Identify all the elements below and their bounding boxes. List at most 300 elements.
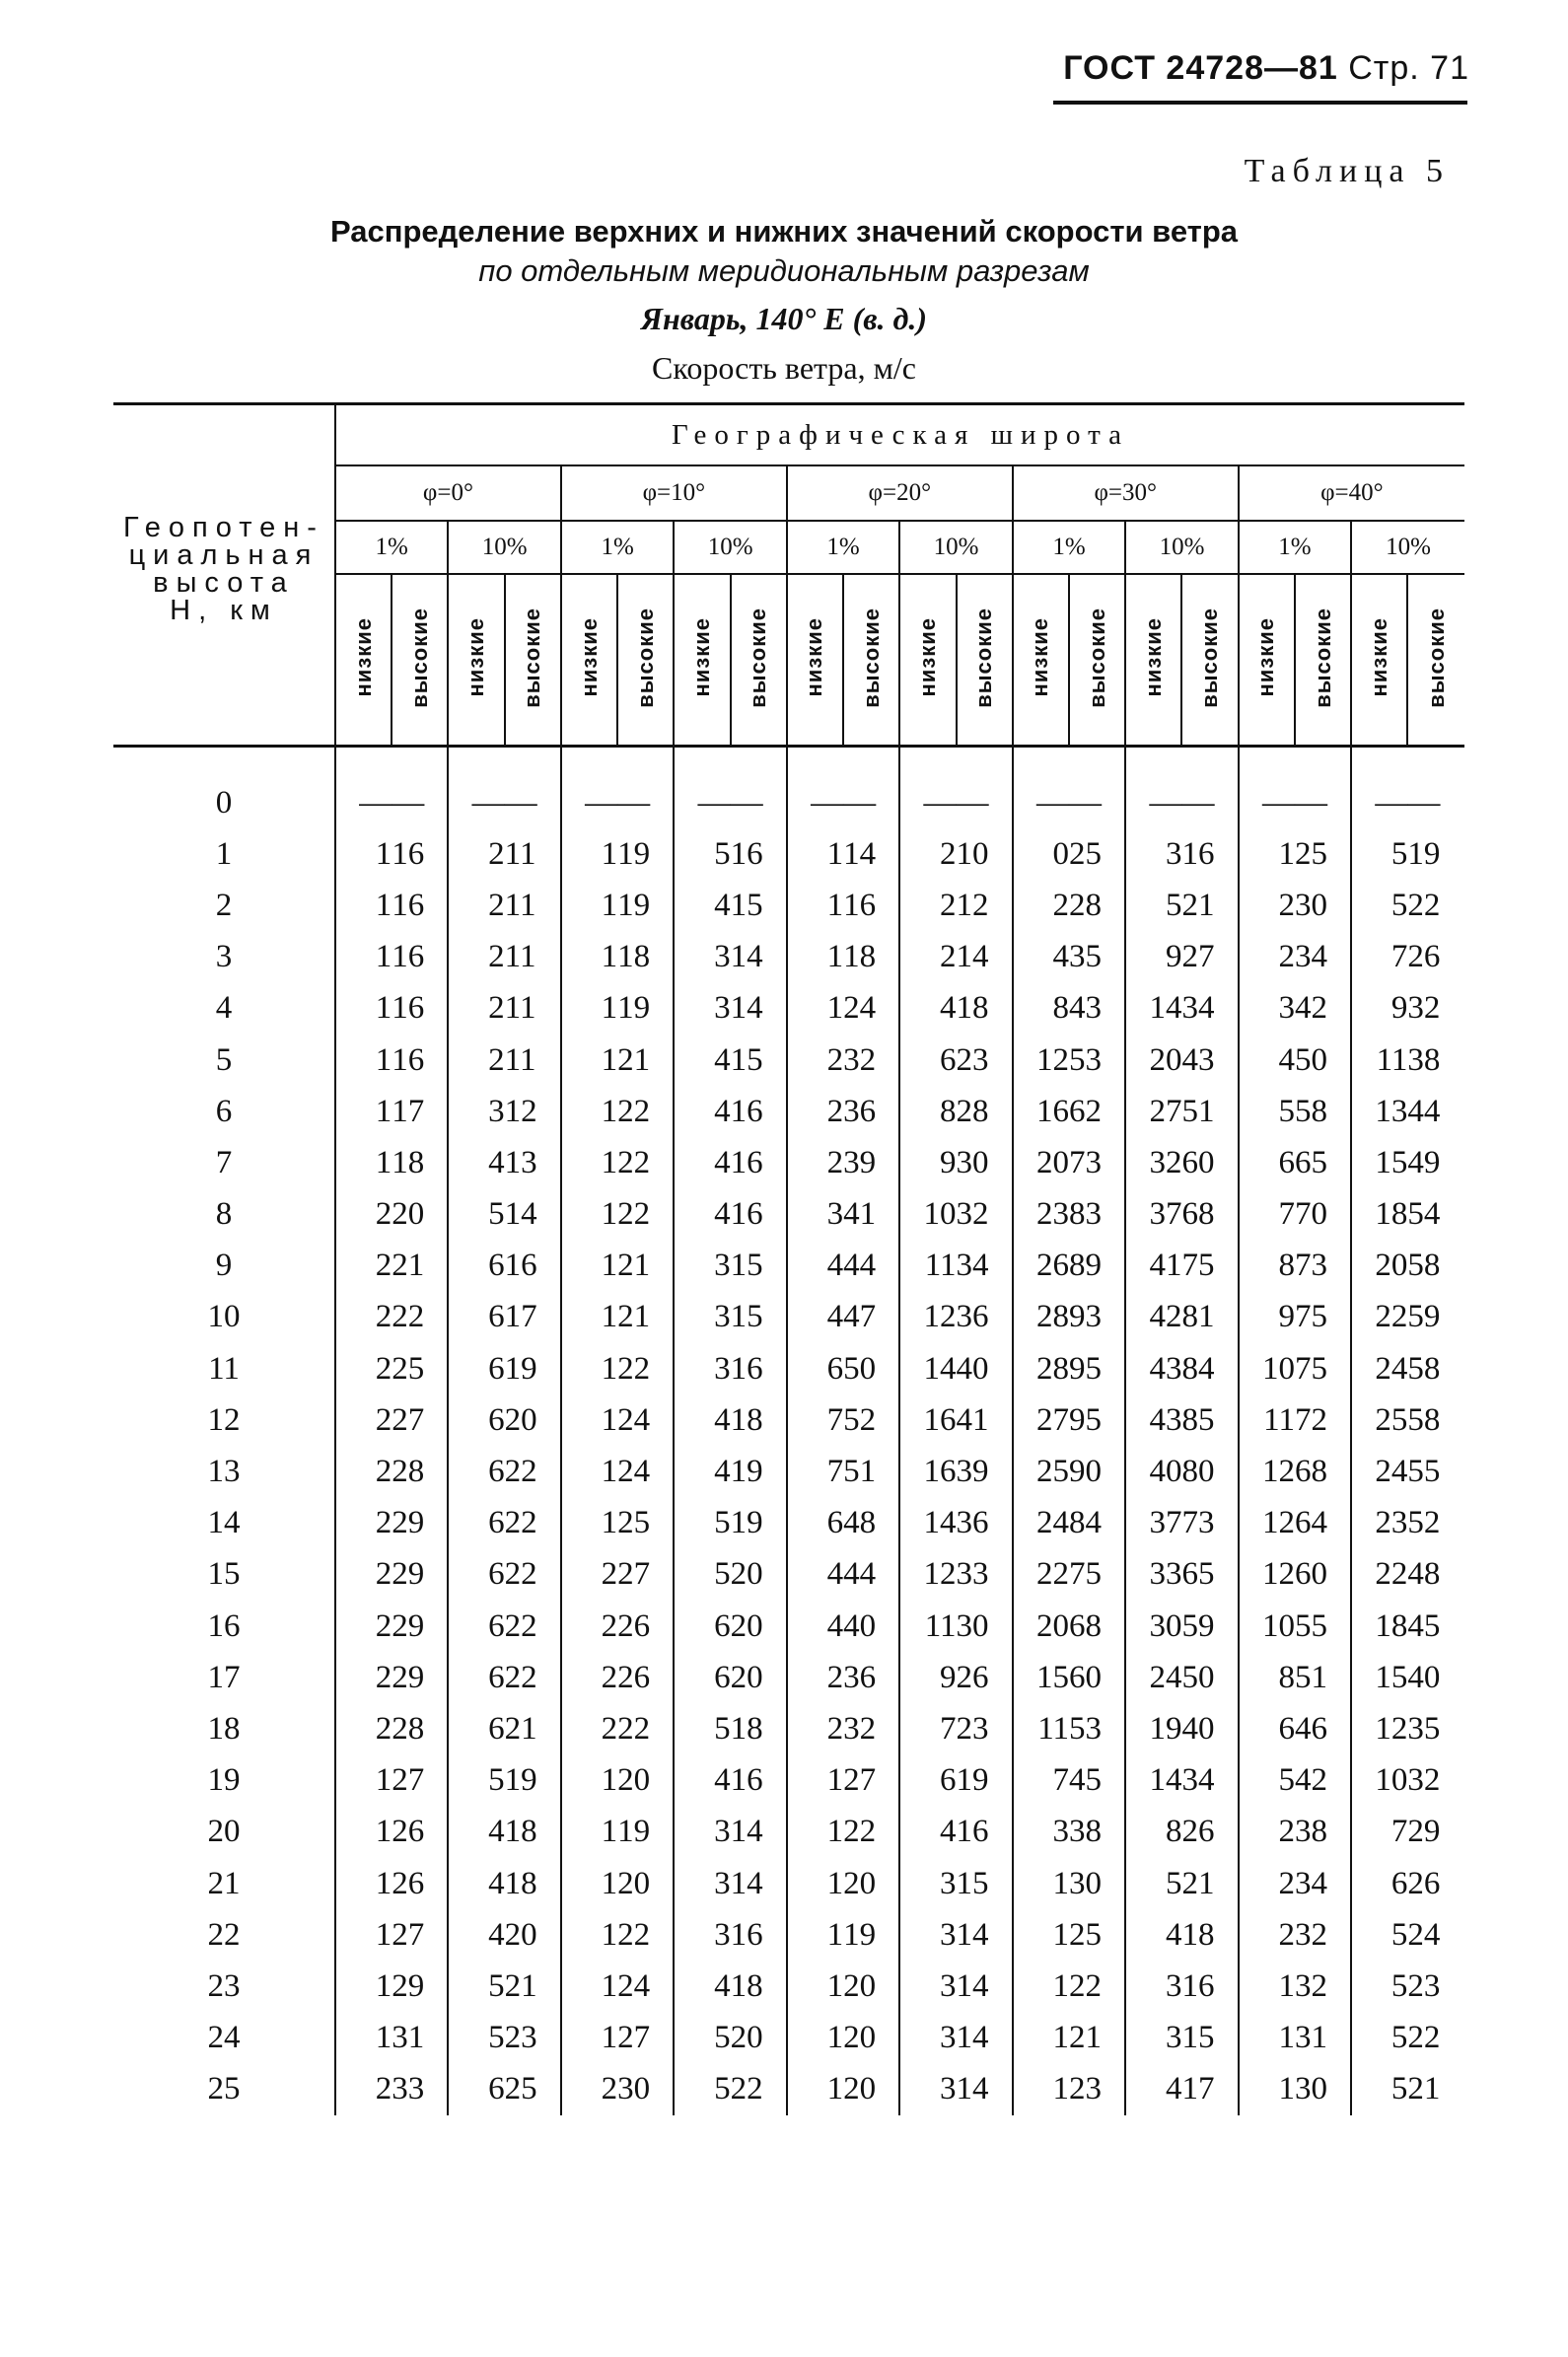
- low-value: —: [1125, 777, 1181, 828]
- low-value: 3: [899, 1858, 956, 1909]
- low-value: 37: [1125, 1189, 1181, 1241]
- low-value: 3: [1125, 1961, 1181, 2012]
- high-label: высокие: [520, 607, 545, 708]
- low-value: 15: [1351, 1652, 1407, 1703]
- table-row: [113, 1498, 1464, 1549]
- low-value: 5: [1351, 880, 1407, 931]
- high-value: 11: [504, 1041, 536, 1078]
- low-value: 2: [448, 828, 504, 880]
- low-value: 25: [1351, 1394, 1407, 1446]
- low-value: 1: [561, 1241, 617, 1292]
- low-value: 2: [335, 1241, 392, 1292]
- high-value: 21: [617, 1041, 651, 1078]
- low-value: 1: [787, 1961, 843, 2012]
- low-value: 4: [674, 1394, 730, 1446]
- high-value: 60: [1294, 1556, 1327, 1593]
- low-value: 2: [787, 1035, 843, 1086]
- low-value: 2: [1013, 880, 1069, 931]
- height-value: 1: [113, 828, 335, 880]
- percent-header: 10%: [899, 521, 1012, 574]
- high-value: 34: [1294, 939, 1327, 975]
- high-label: высокие: [746, 607, 771, 708]
- low-value: 12: [899, 1292, 956, 1343]
- low-header: [561, 574, 617, 747]
- low-label: низкие: [463, 617, 489, 697]
- table-row: [113, 777, 1464, 828]
- high-value: 31: [1294, 2020, 1327, 2056]
- percent-header: 1%: [1239, 521, 1351, 574]
- low-value: 7: [1351, 932, 1407, 983]
- latitude-header: φ=20°: [787, 465, 1013, 521]
- low-value: 3: [674, 1909, 730, 1961]
- low-value: 0: [1013, 828, 1069, 880]
- table-number: Таблица 5: [1244, 153, 1450, 189]
- height-value: 5: [113, 1035, 335, 1086]
- high-value: 30: [617, 2071, 651, 2107]
- high-header: [505, 574, 561, 747]
- high-value: 18: [843, 939, 877, 975]
- high-value: 75: [1294, 1350, 1327, 1387]
- high-label: высокие: [406, 607, 432, 708]
- spacer-cell: [674, 747, 730, 778]
- low-value: 6: [448, 1652, 504, 1703]
- high-value: 16: [730, 1196, 763, 1233]
- high-value: —: [843, 784, 877, 821]
- low-header: [1125, 574, 1181, 747]
- high-value: 38: [1069, 1814, 1103, 1850]
- spacer-cell: [843, 747, 899, 778]
- high-value: 25: [504, 2071, 537, 2107]
- low-value: 22: [1351, 1292, 1407, 1343]
- height-value: 0: [113, 777, 335, 828]
- low-value: 19: [1125, 1703, 1181, 1754]
- high-value: 16: [504, 1248, 537, 1284]
- high-value: 41: [843, 1196, 877, 1233]
- high-value: 14: [504, 1196, 537, 1233]
- low-value: 7: [1351, 1807, 1407, 1858]
- spacer-cell: [561, 747, 617, 778]
- high-value: 33: [956, 1556, 989, 1593]
- low-value: 24: [1351, 1446, 1407, 1497]
- high-value: 21: [504, 1967, 537, 2004]
- low-value: 2: [335, 1703, 392, 1754]
- low-value: 1: [561, 880, 617, 931]
- low-value: 3: [674, 1343, 730, 1394]
- high-header: [1069, 574, 1125, 747]
- low-label: низкие: [1028, 617, 1053, 697]
- high-value: 22: [1407, 2020, 1441, 2056]
- low-value: 5: [1351, 1909, 1407, 1961]
- high-label: высокие: [1310, 607, 1335, 708]
- low-value: 3: [787, 1189, 843, 1241]
- high-value: 46: [1294, 1710, 1327, 1747]
- high-value: 21: [392, 1248, 425, 1284]
- low-value: 11: [1239, 1394, 1295, 1446]
- high-header: [1181, 574, 1238, 747]
- height-value: 24: [113, 2013, 335, 2064]
- height-value: 8: [113, 1189, 335, 1241]
- low-value: 8: [1239, 1652, 1295, 1703]
- high-value: 18: [1181, 1916, 1215, 1953]
- low-value: 1: [335, 1909, 392, 1961]
- high-value: 24: [617, 1967, 651, 2004]
- low-label: низкие: [914, 617, 940, 697]
- low-value: 5: [1125, 1858, 1181, 1909]
- low-value: 6: [899, 1755, 956, 1807]
- height-value: 4: [113, 983, 335, 1035]
- low-value: 2: [787, 1086, 843, 1137]
- low-value: 15: [1013, 1652, 1069, 1703]
- low-value: 24: [1013, 1498, 1069, 1549]
- low-value: 3: [674, 932, 730, 983]
- high-value: 73: [1294, 1248, 1327, 1284]
- high-value: 34: [956, 1248, 989, 1284]
- high-value: 48: [843, 1505, 877, 1541]
- high-value: 23: [504, 2020, 537, 2056]
- high-value: 36: [956, 1505, 989, 1541]
- high-value: 19: [617, 835, 651, 872]
- high-value: 93: [1069, 1299, 1103, 1335]
- high-value: 19: [504, 1762, 537, 1799]
- high-value: 20: [392, 1196, 425, 1233]
- low-value: 3: [1125, 2013, 1181, 2064]
- high-value: 15: [730, 1299, 763, 1335]
- high-value: 16: [392, 990, 425, 1027]
- latitude-header: φ=0°: [335, 465, 561, 521]
- high-value: 28: [956, 1093, 989, 1129]
- high-value: 19: [843, 1916, 877, 1953]
- high-value: 14: [730, 1814, 763, 1850]
- high-value: 75: [1069, 1556, 1103, 1593]
- low-value: 24: [1351, 1343, 1407, 1394]
- low-value: 2: [787, 1703, 843, 1754]
- high-header: [392, 574, 448, 747]
- high-value: 54: [1407, 1196, 1441, 1233]
- high-value: 42: [1294, 990, 1327, 1027]
- high-value: 83: [1069, 1196, 1103, 1233]
- high-value: —: [1069, 784, 1103, 821]
- low-value: 5: [674, 1549, 730, 1601]
- high-value: 95: [1069, 1350, 1103, 1387]
- high-value: 27: [1181, 939, 1215, 975]
- high-value: 20: [617, 1762, 651, 1799]
- low-value: 1: [335, 1755, 392, 1807]
- low-value: 25: [1013, 1446, 1069, 1497]
- low-value: 3: [1239, 983, 1295, 1035]
- low-value: 5: [1239, 1755, 1295, 1807]
- high-header: [843, 574, 899, 747]
- low-value: 8: [1239, 1241, 1295, 1292]
- high-value: 22: [504, 1505, 537, 1541]
- table-unit: Скорость ветра, м/с: [652, 350, 916, 386]
- high-value: 18: [730, 1710, 763, 1747]
- high-value: 19: [730, 1505, 763, 1541]
- high-value: 40: [1407, 1659, 1441, 1695]
- low-value: —: [561, 777, 617, 828]
- high-value: 20: [843, 1865, 877, 1901]
- low-value: 2: [335, 1498, 392, 1549]
- low-value: 10: [1239, 1343, 1295, 1394]
- low-value: 14: [899, 1498, 956, 1549]
- low-value: 4: [674, 1755, 730, 1807]
- high-value: 20: [730, 1556, 763, 1593]
- low-value: 7: [1013, 1755, 1069, 1807]
- high-value: 58: [1294, 1093, 1327, 1129]
- low-value: 2: [561, 1549, 617, 1601]
- low-value: 5: [1125, 880, 1181, 931]
- high-label: высокие: [858, 607, 884, 708]
- high-value: 23: [1407, 1967, 1441, 2004]
- high-value: 60: [1181, 1144, 1215, 1180]
- low-value: 1: [561, 1961, 617, 2012]
- low-value: 2: [561, 1703, 617, 1754]
- spacer-cell: [957, 747, 1013, 778]
- low-value: 9: [899, 1137, 956, 1188]
- high-value: 39: [956, 1454, 989, 1490]
- standard-number: ГОСТ 24728—81: [1063, 49, 1338, 87]
- table-row: [113, 1446, 1464, 1497]
- high-value: 53: [1069, 1041, 1103, 1078]
- low-value: 5: [1351, 2013, 1407, 2064]
- low-value: —: [674, 777, 730, 828]
- low-value: 3: [899, 2013, 956, 2064]
- high-value: 95: [1069, 1401, 1103, 1438]
- low-value: 3: [448, 1086, 504, 1137]
- high-value: —: [617, 784, 651, 821]
- high-value: 26: [1407, 1865, 1441, 1901]
- low-value: 6: [787, 1498, 843, 1549]
- low-value: 12: [1239, 1498, 1295, 1549]
- height-value: 11: [113, 1343, 335, 1394]
- page-header: [1045, 49, 1469, 108]
- low-value: 2: [448, 1035, 504, 1086]
- low-value: 20: [1013, 1137, 1069, 1188]
- low-value: 3: [674, 983, 730, 1035]
- low-value: —: [1013, 777, 1069, 828]
- high-value: 30: [956, 1144, 989, 1180]
- low-value: 6: [448, 1498, 504, 1549]
- high-value: 49: [1407, 1144, 1441, 1180]
- high-value: 22: [730, 2071, 763, 2107]
- low-value: 12: [1239, 1549, 1295, 1601]
- high-value: 41: [956, 1401, 989, 1438]
- percent-header: 1%: [561, 521, 674, 574]
- high-value: 14: [730, 1865, 763, 1901]
- low-value: 4: [674, 880, 730, 931]
- high-value: 22: [1407, 887, 1441, 923]
- high-value: 89: [1069, 1248, 1103, 1284]
- low-value: 3: [674, 1807, 730, 1858]
- low-value: 1: [335, 880, 392, 931]
- high-value: 29: [392, 1607, 425, 1644]
- low-value: 1: [335, 1137, 392, 1188]
- height-value: 2: [113, 880, 335, 931]
- low-value: 18: [1351, 1601, 1407, 1652]
- high-value: 11: [504, 835, 536, 872]
- low-label: низкие: [576, 617, 602, 697]
- low-value: 5: [1239, 1086, 1295, 1137]
- high-label: высокие: [1423, 607, 1449, 708]
- high-value: 21: [1181, 1865, 1215, 1901]
- high-value: 16: [730, 1762, 763, 1799]
- high-value: 48: [1407, 1556, 1441, 1593]
- high-value: 16: [392, 887, 425, 923]
- high-value: 12: [504, 1093, 537, 1129]
- high-value: 84: [1181, 1350, 1215, 1387]
- height-value: 13: [113, 1446, 335, 1497]
- spacer-cell: [1181, 747, 1238, 778]
- low-value: 6: [674, 1652, 730, 1703]
- high-label: высокие: [971, 607, 997, 708]
- high-value: 85: [1181, 1401, 1215, 1438]
- table-row: [113, 1909, 1464, 1961]
- high-value: 35: [1407, 1710, 1441, 1747]
- high-value: —: [1294, 784, 1327, 821]
- low-value: 1: [1013, 1961, 1069, 2012]
- low-value: 1: [561, 983, 617, 1035]
- low-value: 1: [561, 932, 617, 983]
- height-label-2: циальная: [128, 539, 320, 571]
- low-value: 2: [335, 1549, 392, 1601]
- low-value: 3: [899, 1961, 956, 2012]
- high-value: 25: [1294, 835, 1327, 872]
- low-value: 8: [1013, 983, 1069, 1035]
- low-value: 4: [1125, 1909, 1181, 1961]
- high-value: 22: [843, 1814, 877, 1850]
- low-value: 2: [899, 828, 956, 880]
- high-value: 15: [730, 1248, 763, 1284]
- low-value: 2: [1239, 1858, 1295, 1909]
- high-value: —: [1181, 784, 1215, 821]
- low-value: 1: [561, 1189, 617, 1241]
- table-row: [113, 1035, 1464, 1086]
- high-value: 39: [843, 1144, 877, 1180]
- wind-speed-table: [113, 402, 1464, 2115]
- high-value: 34: [1181, 1762, 1215, 1799]
- high-value: 32: [1407, 990, 1441, 1027]
- low-value: 1: [561, 1292, 617, 1343]
- high-value: 65: [1294, 1144, 1327, 1180]
- high-value: 28: [392, 1454, 425, 1490]
- high-value: 23: [1069, 2071, 1103, 2107]
- high-value: 20: [504, 1916, 537, 1953]
- high-value: 17: [392, 1093, 425, 1129]
- spacer-cell: [617, 747, 674, 778]
- low-value: 1: [561, 828, 617, 880]
- high-value: 27: [617, 1556, 651, 1593]
- high-value: 19: [617, 990, 651, 1027]
- low-value: 1: [335, 932, 392, 983]
- high-value: 33: [392, 2071, 425, 2107]
- high-value: 32: [843, 1710, 877, 1747]
- low-value: 12: [1351, 1703, 1407, 1754]
- low-value: 6: [899, 1035, 956, 1086]
- low-value: 28: [1013, 1292, 1069, 1343]
- height-value: 14: [113, 1498, 335, 1549]
- high-value: 16: [730, 1916, 763, 1953]
- low-value: 5: [1351, 1961, 1407, 2012]
- table-row: [113, 828, 1464, 880]
- low-value: 43: [1125, 1343, 1181, 1394]
- high-header: [957, 574, 1013, 747]
- high-value: 24: [617, 1454, 651, 1490]
- low-value: 1: [561, 1086, 617, 1137]
- low-value: 12: [1239, 1446, 1295, 1497]
- low-value: 2: [335, 1446, 392, 1497]
- table-row: [113, 1137, 1464, 1188]
- high-value: 30: [1069, 1865, 1103, 1901]
- high-value: 22: [504, 1607, 537, 1644]
- high-value: 14: [956, 2020, 989, 2056]
- high-value: 84: [1069, 1505, 1103, 1541]
- low-value: 5: [674, 1703, 730, 1754]
- spacer-row: [113, 747, 1464, 778]
- high-value: 21: [1181, 887, 1215, 923]
- high-value: 36: [956, 1299, 989, 1335]
- low-value: 1: [561, 1446, 617, 1497]
- low-value: —: [787, 777, 843, 828]
- low-value: 11: [1013, 1703, 1069, 1754]
- high-value: 59: [1407, 1299, 1441, 1335]
- high-value: 22: [504, 1659, 537, 1695]
- table-row: [113, 880, 1464, 931]
- low-value: 1: [561, 1498, 617, 1549]
- high-value: 18: [617, 939, 651, 975]
- latitude-header: φ=40°: [1239, 465, 1464, 521]
- high-value: 20: [843, 1967, 877, 2004]
- low-value: 11: [899, 1241, 956, 1292]
- low-value: 14: [1125, 1755, 1181, 1807]
- spacer-cell: [787, 747, 843, 778]
- high-value: 29: [1407, 1814, 1441, 1850]
- table-row: [113, 1343, 1464, 1394]
- high-value: 19: [504, 1350, 537, 1387]
- high-value: 51: [1181, 1093, 1215, 1129]
- low-value: 7: [899, 1703, 956, 1754]
- height-value: 20: [113, 1807, 335, 1858]
- height-value: 12: [113, 1394, 335, 1446]
- low-value: 4: [787, 1601, 843, 1652]
- low-label: низкие: [1140, 617, 1166, 697]
- high-value: 15: [1181, 2020, 1215, 2056]
- low-value: 1: [1013, 2013, 1069, 2064]
- low-value: 2: [787, 1137, 843, 1188]
- low-value: 4: [1239, 1035, 1295, 1086]
- low-value: 4: [787, 1549, 843, 1601]
- low-value: 4: [448, 1909, 504, 1961]
- height-value: 22: [113, 1909, 335, 1961]
- height-value: 21: [113, 1858, 335, 1909]
- table-row: [113, 2064, 1464, 2115]
- high-value: 19: [617, 1814, 651, 1850]
- low-value: 6: [1239, 1137, 1295, 1188]
- table-row: [113, 1961, 1464, 2012]
- percent-header: 10%: [674, 521, 786, 574]
- high-value: 26: [392, 1814, 425, 1850]
- low-value: 6: [448, 1241, 504, 1292]
- high-value: 27: [392, 1401, 425, 1438]
- low-value: 33: [1125, 1549, 1181, 1601]
- low-value: 2: [899, 880, 956, 931]
- table-row: [113, 1652, 1464, 1703]
- high-value: 38: [1294, 1814, 1327, 1850]
- low-value: 11: [899, 1601, 956, 1652]
- low-value: 2: [335, 1189, 392, 1241]
- height-value: 16: [113, 1601, 335, 1652]
- percent-header: 10%: [1125, 521, 1238, 574]
- spacer-cell: [1295, 747, 1351, 778]
- table-row: [113, 1241, 1464, 1292]
